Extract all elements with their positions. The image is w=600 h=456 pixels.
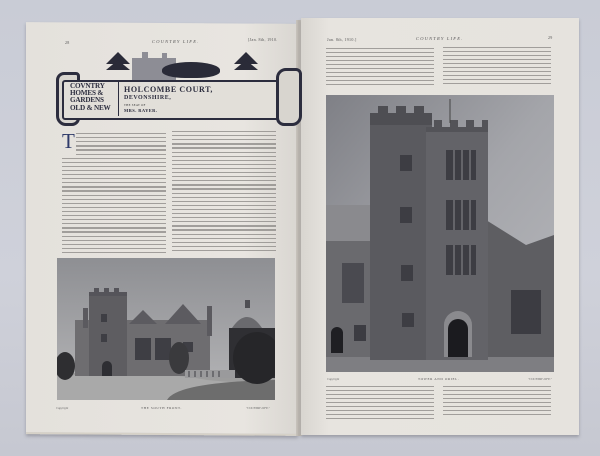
drop-cap: T	[62, 129, 75, 153]
castle-turret	[142, 52, 148, 60]
south-front-image	[57, 258, 275, 400]
body-text-line	[76, 137, 166, 138]
right-photo-credit-copyright: Copyright	[327, 377, 340, 381]
body-text-line	[172, 209, 276, 210]
body-text-line	[443, 47, 551, 48]
tree-illustration	[106, 52, 130, 64]
left-photo-caption: THE SOUTH FRONT.	[141, 406, 182, 410]
body-text-line	[172, 229, 276, 230]
body-text-line	[326, 56, 434, 57]
owner-name: MRS. RAYER.	[124, 107, 158, 113]
series-line: HOMES &	[70, 89, 104, 98]
body-text-line	[326, 64, 434, 65]
body-text-line	[326, 60, 434, 61]
castle-turret	[162, 53, 167, 60]
body-text-line	[326, 68, 434, 69]
body-text-line	[172, 152, 276, 153]
body-text-line	[172, 131, 276, 132]
body-text-line	[443, 59, 551, 60]
series-line: COVNTRY	[70, 82, 105, 90]
tree-illustration	[234, 52, 258, 64]
body-text-line	[62, 219, 166, 220]
body-text-line	[62, 203, 166, 204]
tower-and-oriel-image	[326, 95, 554, 372]
body-text-line	[172, 201, 276, 202]
body-text-line	[62, 252, 166, 253]
article-title: HOLCOMBE COURT,	[124, 85, 214, 94]
body-text-line	[443, 51, 551, 52]
body-text-line	[443, 394, 551, 395]
body-text-line	[172, 160, 276, 161]
body-text-line	[172, 193, 276, 194]
body-text-line	[326, 80, 434, 81]
body-text-line	[443, 398, 551, 399]
body-text-line	[172, 139, 276, 140]
body-text-line	[443, 55, 551, 56]
body-text-line	[62, 182, 166, 183]
hill-illustration	[162, 62, 220, 78]
scroll-curl-right	[276, 68, 302, 126]
left-running-title: COUNTRY LIFE.	[152, 39, 200, 44]
body-text-line	[172, 135, 276, 136]
body-text-line	[443, 75, 551, 76]
body-text-line	[326, 410, 434, 411]
body-text-line	[443, 386, 551, 387]
body-text-line	[443, 83, 551, 84]
article-subtitle: DEVONSHIRE,	[124, 95, 172, 101]
body-text-line	[172, 168, 276, 169]
body-text-line	[172, 205, 276, 206]
body-text-line	[326, 84, 434, 85]
body-text-line	[62, 240, 166, 241]
body-text-line	[326, 394, 434, 395]
body-text-line	[326, 390, 434, 391]
body-text-line	[443, 402, 551, 403]
body-text-line	[172, 234, 276, 235]
body-text-line	[76, 154, 166, 155]
body-text-line	[62, 231, 166, 232]
body-text-line	[443, 63, 551, 64]
article-banner	[62, 50, 294, 118]
body-text-line	[62, 215, 166, 216]
left-photo-credit-copyright: Copyright	[56, 406, 69, 410]
body-text-line	[62, 195, 166, 196]
body-text-line	[172, 143, 276, 144]
body-text-line	[172, 176, 276, 177]
body-text-line	[172, 197, 276, 198]
body-text-line	[76, 149, 166, 150]
body-text-line	[443, 67, 551, 68]
body-text-line	[172, 221, 276, 222]
left-date: [Jan. 8th, 1910.	[248, 37, 278, 42]
seat-of-label: THE SEAT OF	[124, 103, 146, 107]
body-text-line	[443, 390, 551, 391]
right-photo-caption: TOWER AND ORIEL.	[418, 377, 460, 381]
body-text-line	[62, 223, 166, 224]
body-text-line	[62, 166, 166, 167]
body-text-line	[172, 213, 276, 214]
body-text-line	[62, 190, 166, 191]
body-text-line	[62, 186, 166, 187]
left-photo-credit-publication: "COUNTRY LIFE."	[246, 406, 270, 410]
series-title	[70, 83, 118, 112]
body-text-line	[443, 406, 551, 407]
body-text-line	[326, 48, 434, 49]
body-text-line	[62, 170, 166, 171]
body-text-line	[62, 199, 166, 200]
body-text-line	[62, 174, 166, 175]
body-text-line	[172, 217, 276, 218]
body-text-line	[326, 402, 434, 403]
body-text-line	[76, 141, 166, 142]
right-page-number: 29	[548, 35, 553, 40]
right-photo-credit-publication: "COUNTRY LIFE."	[528, 377, 552, 381]
body-text-line	[62, 244, 166, 245]
body-text-line	[443, 79, 551, 80]
body-text-line	[62, 162, 166, 163]
body-text-line	[326, 72, 434, 73]
body-text-line	[326, 418, 434, 419]
body-text-line	[443, 71, 551, 72]
body-text-line	[326, 398, 434, 399]
body-text-line	[76, 133, 166, 134]
body-text-line	[172, 242, 276, 243]
body-text-line	[172, 188, 276, 189]
body-text-line	[172, 250, 276, 251]
left-page-number: 28	[65, 40, 70, 45]
body-text-line	[443, 410, 551, 411]
series-line: GARDENS	[70, 96, 104, 105]
body-text-line	[76, 145, 166, 146]
body-text-line	[62, 236, 166, 237]
body-text-line	[62, 207, 166, 208]
body-text-line	[326, 386, 434, 387]
body-text-line	[62, 211, 166, 212]
body-text-line	[62, 248, 166, 249]
body-text-line	[172, 184, 276, 185]
body-text-line	[172, 225, 276, 226]
tower-and-oriel-photo	[326, 95, 554, 372]
body-text-line	[326, 52, 434, 53]
body-text-line	[172, 172, 276, 173]
right-running-title: COUNTRY LIFE.	[416, 36, 464, 41]
body-text-line	[172, 164, 276, 165]
body-text-line	[62, 158, 166, 159]
body-text-line	[443, 414, 551, 415]
body-text-line	[326, 76, 434, 77]
body-text-line	[326, 406, 434, 407]
body-text-line	[62, 227, 166, 228]
body-text-line	[172, 246, 276, 247]
south-front-photo	[57, 258, 275, 400]
body-text-line	[326, 414, 434, 415]
series-line: OLD & NEW	[70, 103, 111, 112]
banner-divider	[118, 82, 119, 116]
body-text-line	[172, 147, 276, 148]
body-text-line	[172, 238, 276, 239]
body-text-line	[62, 178, 166, 179]
body-text-line	[172, 180, 276, 181]
body-text-line	[172, 156, 276, 157]
right-date: Jan. 8th, 1910.]	[327, 37, 357, 42]
